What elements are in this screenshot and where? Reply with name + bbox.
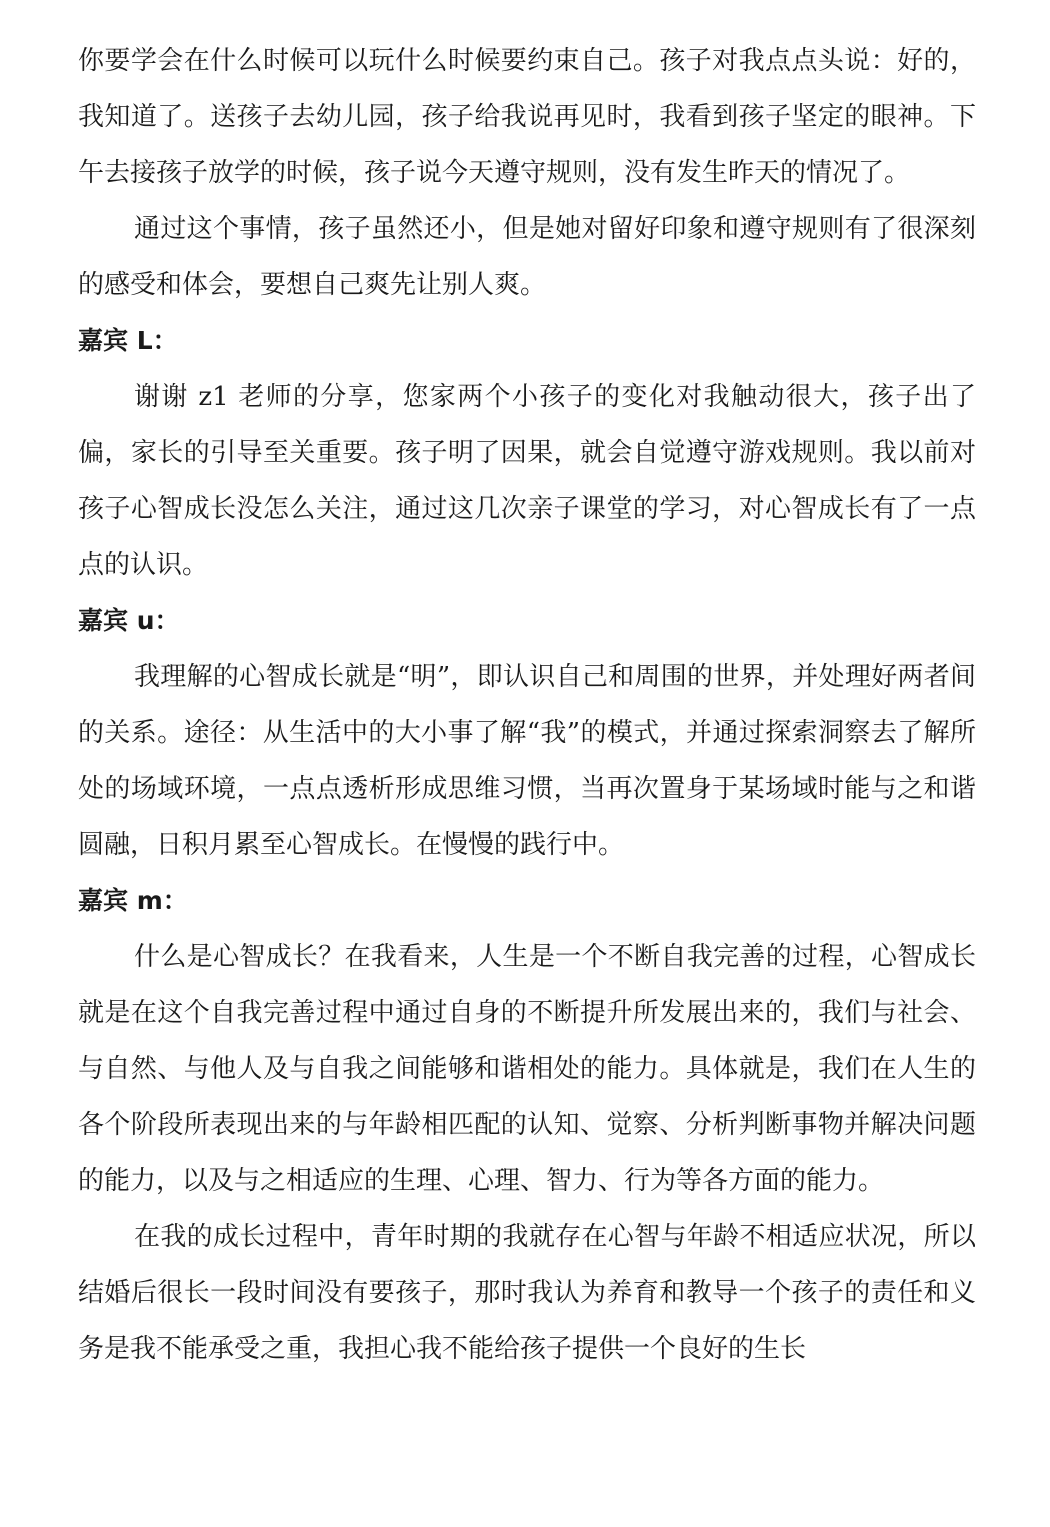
paragraph-5: 什么是心智成长？在我看来，人生是一个不断自我完善的过程，心智成长就是在这个自我完善过程中通过自身的不断提升所发展出来的，我们与社会、与自然、与他人及与自我之间能够和谐相处的能力。具体就是，我们在人生的各个阶段所表现出来的与年龄相匹配的认知、觉察、分析判断事物并解决问题的能力，以及与之相适应的生理、心理、智力、行为等各方面的能力。 — [78, 942, 976, 1196]
paragraph-3: 谢谢 z1 老师的分享，您家两个小孩子的变化对我触动很大，孩子出了偏，家长的引导至关重要。孩子明了因果，就会自觉遵守游戏规则。我以前对孩子心智成长没怎么关注，通过这几次亲子课堂的学习，对心智成长有了一点点的认识。 — [78, 382, 976, 580]
speaker-label-u: 嘉宾 u： — [78, 606, 180, 635]
speaker-label-l: 嘉宾 L： — [78, 326, 178, 355]
paragraph-4: 我理解的心智成长就是“明”，即认识自己和周围的世界，并处理好两者间的关系。途径：从生活中的大小事了解“我”的模式，并通过探索洞察去了解所处的场域环境，一点点透析形成思维习惯，当再次置身于某场域时能与之和谐圆融，日积月累至心智成长。在慢慢的践行中。 — [78, 662, 976, 860]
speaker-label-m: 嘉宾 m： — [78, 886, 188, 915]
paragraph-2: 通过这个事情，孩子虽然还小，但是她对留好印象和遵守规则有了很深刻的感受和体会，要想自己爽先让别人爽。 — [78, 214, 976, 300]
paragraph-1: 你要学会在什么时候可以玩什么时候要约束自己。孩子对我点点头说：好的，我知道了。送孩子去幼儿园，孩子给我说再见时，我看到孩子坚定的眼神。下午去接孩子放学的时候，孩子说今天遵守规则，没有发生昨天的情况了。 — [78, 46, 976, 188]
paragraph-6: 在我的成长过程中，青年时期的我就存在心智与年龄不相适应状况，所以结婚后很长一段时间没有要孩子，那时我认为养育和教导一个孩子的责任和义务是我不能承受之重，我担心我不能给孩子提供一个良好的生长 — [78, 1222, 976, 1364]
